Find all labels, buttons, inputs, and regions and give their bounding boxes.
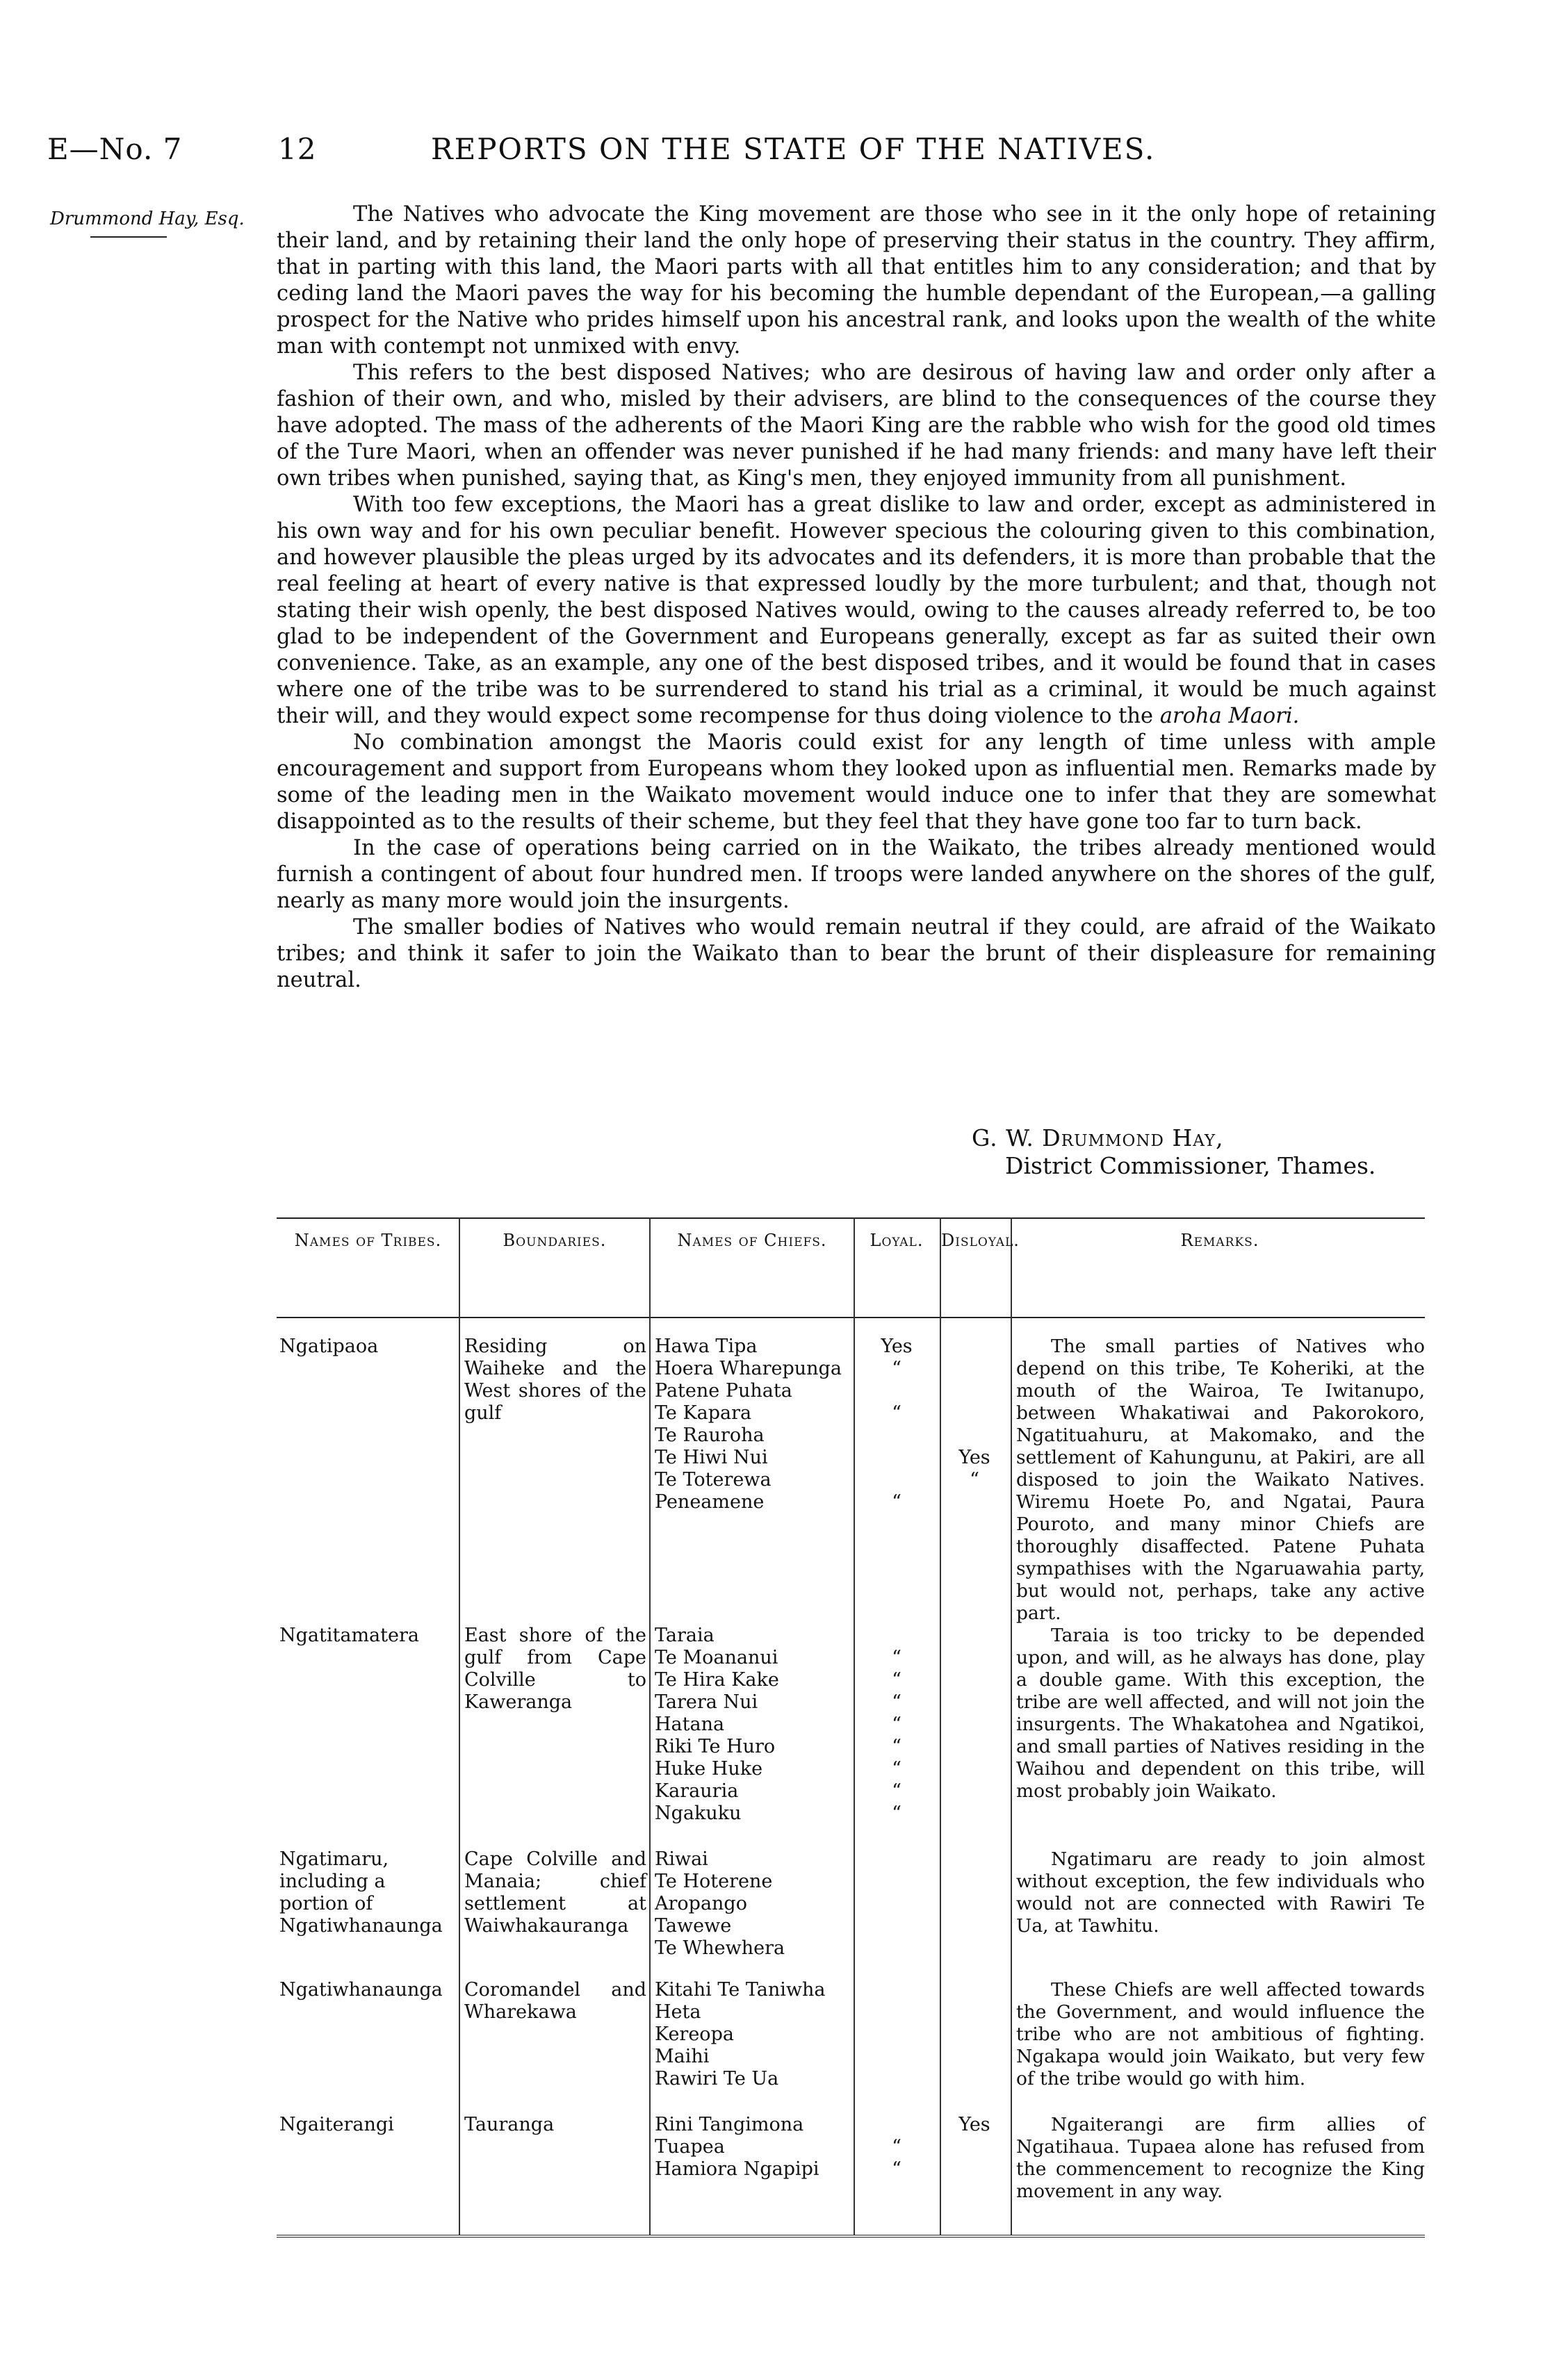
column-header-chiefs: Names of Chiefs. bbox=[677, 1231, 827, 1250]
loyal-mark: “ bbox=[892, 1691, 901, 1713]
chief-name: Hamiora Ngapipi bbox=[655, 2158, 819, 2180]
chief-name: Patene Puhata bbox=[655, 1380, 792, 1402]
column-divider bbox=[940, 1217, 941, 2235]
tribe-name: Ngatipaoa bbox=[279, 1336, 379, 1357]
chief-name: Maihi bbox=[655, 2046, 710, 2067]
disloyal-marks bbox=[943, 1336, 1006, 1513]
loyal-mark: “ bbox=[892, 2136, 901, 2158]
loyal-mark: “ bbox=[892, 1758, 901, 1780]
disloyal-mark: Yes bbox=[958, 1447, 990, 1468]
chiefs-list bbox=[655, 1625, 853, 1825]
table-top-rule bbox=[277, 1217, 1425, 1219]
tribe-remarks bbox=[1016, 1979, 1425, 2090]
disloyal-mark: Yes bbox=[958, 2114, 990, 2135]
chief-name: Huke Huke bbox=[655, 1758, 763, 1780]
chief-name: Riwai bbox=[655, 1848, 708, 1870]
column-header-disloyal: Disloyal. bbox=[941, 1231, 1020, 1250]
margin-note: Drummond Hay, Esq. bbox=[50, 208, 245, 229]
chief-name: Taraia bbox=[655, 1625, 715, 1646]
paragraph-6: The smaller bodies of Natives who would remain neutral if they could, are afraid of the Waikato tribes; and think it safer to join the Waikato than to bear the brunt of their displeasure for remaining neutral. bbox=[277, 915, 1436, 992]
chief-name: Tuapea bbox=[655, 2136, 725, 2158]
loyal-mark bbox=[856, 1380, 937, 1402]
table-bottom-rule bbox=[277, 2235, 1425, 2240]
column-divider bbox=[459, 1217, 460, 2235]
column-divider bbox=[854, 1217, 855, 2235]
chiefs-list bbox=[655, 1979, 853, 2090]
chief-name: Hatana bbox=[655, 1714, 725, 1735]
chief-name: Hawa Tipa bbox=[655, 1336, 758, 1357]
loyal-mark bbox=[856, 1625, 937, 1647]
tribe-name: Ngatiwhanaunga bbox=[279, 1979, 443, 2001]
remarks-text: Ngaiterangi are firm allies of Ngatihaua. Tupaea alone has refused from the commencement to recognize the King movement in any way. bbox=[1016, 2114, 1425, 2202]
chief-name: Te Hoterene bbox=[655, 1871, 773, 1892]
series-number: E—No. 7 bbox=[47, 132, 183, 166]
chief-name: Ngakuku bbox=[655, 1803, 742, 1824]
chief-name: Karauria bbox=[655, 1780, 739, 1802]
paragraph-2: This refers to the best disposed Natives; who are desirous of having law and order only after a fashion of their own, and who, misled by their advisers, are blind to the consequences of the course they have adopted. The mass of the adherents of the Maori King are the rabble who wish for the good old times of the Ture Maori, when an offender was never punished if he had many friends: and many have left their own tribes when punished, saying that, as King's men, they enjoyed immunity from all punishment. bbox=[277, 361, 1436, 491]
paragraph-3-text: With too few exceptions, the Maori has a great dislike to law and order, except as administered in his own way and for his own peculiar benefit. However specious the colouring given to this combination, and however plausible the pleas urged by its advocates and its defenders, it is more than probable that the real feeling at heart of every native is that expressed loudly by the more turbulent; and that, though not stating their wish openly, the best disposed Natives would, owing to the causes already referred to, be too glad to be independent of the Government and Europeans generally, except as far as suited their own convenience. Take, as an example, any one of the best disposed tribes, and it would be found that in cases where one of the tribe was to be surrendered to stand his trial as a criminal, it would be much against their will, and they would expect some recompense for thus doing violence to the bbox=[277, 493, 1436, 728]
tribe-boundaries: Coromandel and Wharekawa bbox=[464, 1979, 646, 2023]
disloyal-mark bbox=[943, 1336, 1006, 1358]
chief-name: Hoera Wharepunga bbox=[655, 1358, 842, 1379]
disloyal-mark bbox=[943, 1358, 1006, 1380]
chief-name: Aropango bbox=[655, 1893, 747, 1914]
loyal-marks bbox=[856, 1336, 937, 1513]
loyal-mark: “ bbox=[892, 1358, 901, 1379]
column-divider bbox=[1011, 1217, 1012, 2235]
loyal-marks bbox=[856, 2114, 937, 2181]
disloyal-mark: “ bbox=[970, 1469, 979, 1491]
signature-block bbox=[972, 1124, 1376, 1180]
chief-name: Kitahi Te Taniwha bbox=[655, 1979, 826, 2001]
page-title: REPORTS ON THE STATE OF THE NATIVES. bbox=[431, 132, 1156, 166]
chief-name: Tawewe bbox=[655, 1915, 732, 1937]
loyal-mark: “ bbox=[892, 1714, 901, 1735]
loyal-mark: “ bbox=[892, 1669, 901, 1691]
chief-name: Te Rauroha bbox=[655, 1425, 765, 1446]
tribe-boundaries: East shore of the gulf from Cape Colville to Kaweranga bbox=[464, 1625, 646, 1713]
loyal-mark: “ bbox=[892, 1803, 901, 1824]
emphasis-aroha-maori: aroha Maori. bbox=[1159, 704, 1300, 728]
column-divider bbox=[649, 1217, 651, 2235]
loyal-mark: “ bbox=[892, 1736, 901, 1757]
disloyal-mark bbox=[943, 1491, 1006, 1513]
column-header-loyal: Loyal. bbox=[870, 1231, 924, 1250]
signature-name: G. W. Drummond Hay, bbox=[972, 1124, 1224, 1151]
tribe-name: Ngatimaru, including a portion of Ngatiwhanaunga bbox=[279, 1848, 443, 1937]
margin-rule bbox=[90, 236, 167, 238]
chief-name: Heta bbox=[655, 2001, 701, 2023]
loyal-mark bbox=[856, 1469, 937, 1491]
chief-name: Te Whewhera bbox=[655, 1937, 785, 1959]
disloyal-mark bbox=[943, 1425, 1006, 1447]
tribe-remarks bbox=[1016, 1625, 1425, 1803]
table-header-rule bbox=[277, 1317, 1425, 1318]
disloyal-mark bbox=[943, 1402, 1006, 1425]
paragraph-3 bbox=[277, 492, 1436, 730]
tribe-remarks bbox=[1016, 1848, 1425, 1937]
loyal-mark bbox=[856, 2114, 937, 2136]
disloyal-mark bbox=[943, 1380, 1006, 1402]
tribe-boundaries: Tauranga bbox=[464, 2114, 555, 2135]
chief-name: Kereopa bbox=[655, 2024, 734, 2045]
loyal-marks bbox=[856, 1625, 937, 1825]
column-header-tribes: Names of Tribes. bbox=[294, 1231, 442, 1250]
remarks-text: The small parties of Natives who depend on this tribe, Te Koheriki, at the mouth of the Wairoa, Te Iwitanupo, between Whakatiwai and Pakorokoro, Ngatituahuru, at Makomako, and the settlement of Kahungunu, at Pakiri, are all disposed to join the Waikato Natives. Wiremu Hoete Po, and Ngatai, Paura Pouroto, and many minor Chiefs are thoroughly disaffected. Patene Puhata sympathises with the Ngaruawahia party, but would not, perhaps, take any active part. bbox=[1016, 1336, 1425, 1624]
disloyal-marks bbox=[943, 2114, 1006, 2181]
tribe-name: Ngatitamatera bbox=[279, 1625, 419, 1646]
chief-name: Te Hira Kake bbox=[655, 1669, 779, 1691]
chiefs-list bbox=[655, 1336, 853, 1513]
chief-name: Te Hiwi Nui bbox=[655, 1447, 768, 1468]
tribe-remarks bbox=[1016, 2114, 1425, 2203]
chiefs-list bbox=[655, 1848, 853, 1960]
paragraph-1: The Natives who advocate the King movement are those who see in it the only hope of retaining their land, and by retaining their land the only hope of preserving their status in the country. They affirm, that in parting with this land, the Maori parts with all that entitles him to any consideration; and that by ceding land the Maori paves the way for his becoming the humble dependant of the European,—a galling prospect for the Native who prides himself upon his ancestral rank, and looks upon the wealth of the white man with contempt not unmixed with envy. bbox=[277, 202, 1436, 359]
chief-name: Rawiri Te Ua bbox=[655, 2068, 779, 2090]
loyal-mark bbox=[856, 1425, 937, 1447]
loyal-mark: Yes bbox=[881, 1336, 913, 1357]
loyal-mark bbox=[856, 1447, 937, 1469]
remarks-text: These Chiefs are well affected towards the Government, and would influence the tribe who are not ambitious of fighting. Ngakapa would join Waikato, but very few of the tribe would go with him. bbox=[1016, 1979, 1425, 2090]
tribe-name: Ngaiterangi bbox=[279, 2114, 394, 2135]
remarks-text: Taraia is too tricky to be depended upon, and will, as he always has done, play a double game. With this exception, the tribe are well affected, and will not join the insurgents. The Whakatohea and Ngatikoi, and small parties of Natives residing in the Waihou and dependent on this tribe, will most probably join Waikato. bbox=[1016, 1625, 1425, 1802]
disloyal-mark bbox=[943, 2158, 1006, 2181]
tribe-remarks bbox=[1016, 1336, 1425, 1625]
chief-name: Peneamene bbox=[655, 1491, 765, 1513]
column-header-boundaries: Boundaries. bbox=[503, 1231, 607, 1250]
loyal-mark: “ bbox=[892, 2158, 901, 2180]
signature-office: District Commissioner, Thames. bbox=[1005, 1152, 1376, 1179]
loyal-mark: “ bbox=[892, 1402, 901, 1424]
loyal-mark: “ bbox=[892, 1780, 901, 1802]
report-body bbox=[277, 202, 1436, 994]
chiefs-list bbox=[655, 2114, 853, 2181]
tribe-boundaries: Residing on Waiheke and the West shores of the gulf bbox=[464, 1336, 646, 1424]
column-header-remarks: Remarks. bbox=[1180, 1231, 1259, 1250]
remarks-text: Ngatimaru are ready to join almost without exception, the few individuals who would not are connected with Rawiri Te Ua, at Tawhitu. bbox=[1016, 1848, 1425, 1937]
chief-name: Te Moananui bbox=[655, 1647, 778, 1668]
tribe-boundaries: Cape Colville and Manaia; chief settlement at Waiwhakauranga bbox=[464, 1848, 646, 1937]
chief-name: Te Kapara bbox=[655, 1402, 752, 1424]
chief-name: Tarera Nui bbox=[655, 1691, 758, 1713]
paragraph-5: In the case of operations being carried on in the Waikato, the tribes already mentioned would furnish a contingent of about four hundred men. If troops were landed anywhere on the shores of the gulf, nearly as many more would join the insurgents. bbox=[277, 836, 1436, 913]
loyal-mark: “ bbox=[892, 1491, 901, 1513]
chief-name: Riki Te Huro bbox=[655, 1736, 776, 1757]
page-number: 12 bbox=[278, 132, 317, 166]
disloyal-mark bbox=[943, 2136, 1006, 2158]
loyal-mark: “ bbox=[892, 1647, 901, 1668]
chief-name: Rini Tangimona bbox=[655, 2114, 804, 2135]
paragraph-4: No combination amongst the Maoris could exist for any length of time unless with ample encouragement and support from Europeans whom they looked upon as influential men. Remarks made by some of the leading men in the Waikato movement would induce one to infer that they are somewhat disappointed as to the results of their scheme, but they feel that they have gone too far to turn back. bbox=[277, 730, 1436, 834]
chief-name: Te Toterewa bbox=[655, 1469, 772, 1491]
